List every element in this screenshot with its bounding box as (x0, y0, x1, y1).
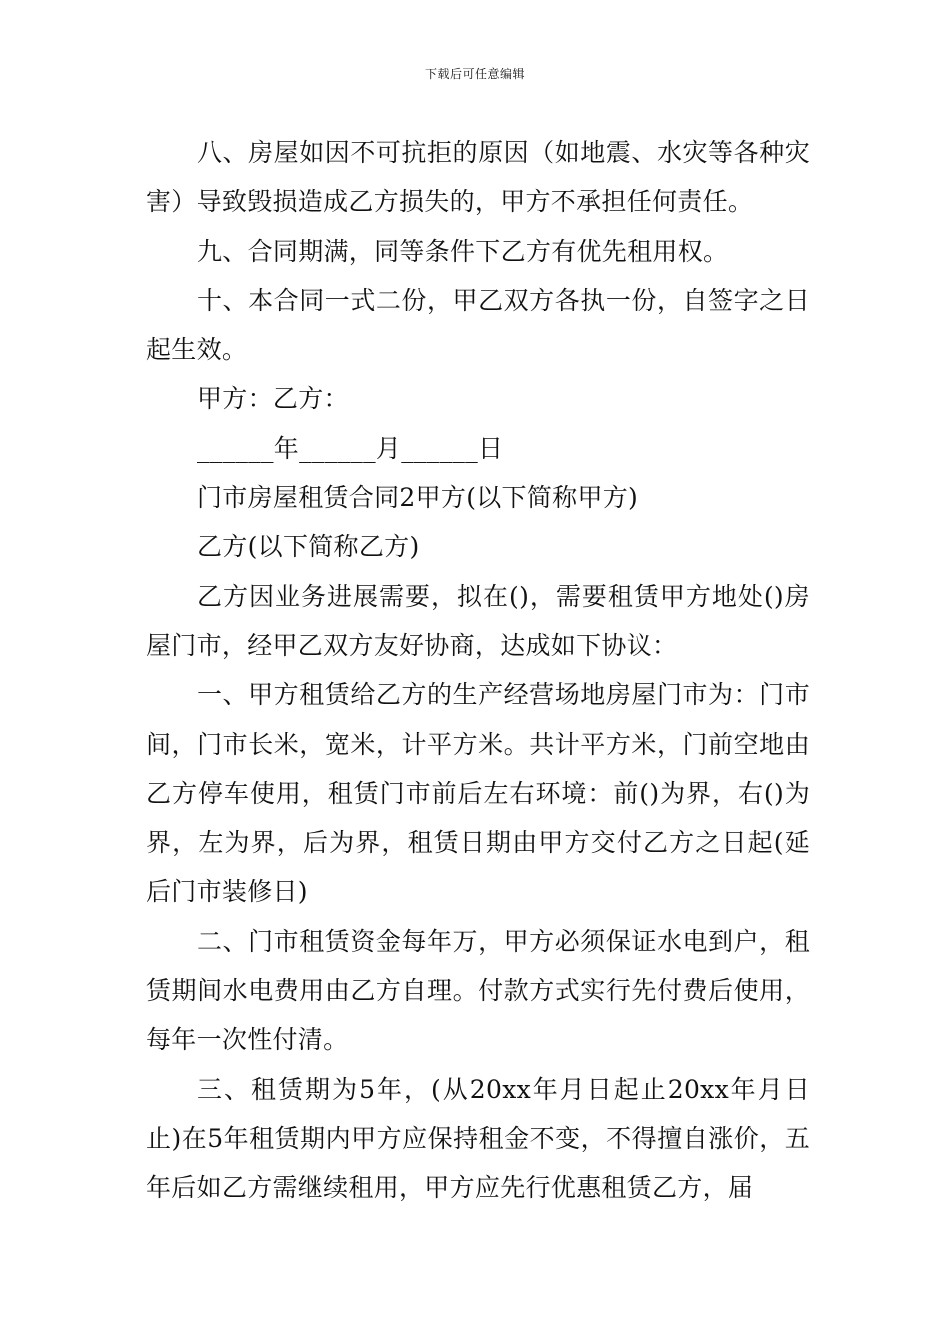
clause-3-paragraph: 三、租赁期为5年，(从20xx年月日起止20xx年月日止)在5年租赁期内甲方应保持租金不变，不得擅自涨价，五年后如乙方需继续租用，甲方应先行优惠租赁乙方，届 (146, 1074, 810, 1203)
preamble-paragraph: 乙方因业务进展需要，拟在()，需要租赁甲方地处()房屋门市，经甲乙双方友好协商，达成如下协议： (146, 581, 810, 660)
clause-2-paragraph: 二、门市租赁资金每年万，甲方必须保证水电到户，租赁期间水电费用由乙方自理。付款方式实行先付费后使用，每年一次性付清。 (146, 926, 810, 1055)
clause-10-paragraph: 十、本合同一式二份，甲乙双方各执一份，自签字之日起生效。 (146, 285, 810, 365)
document-body (146, 128, 810, 1213)
contract-2-title-party-a: 门市房屋租赁合同2甲方(以下简称甲方) (197, 483, 639, 513)
clause-8-paragraph: 八、房屋如因不可抗拒的原因（如地震、水灾等各种灾害）导致毁损造成乙方损失的，甲方不承担任何责任。 (146, 138, 810, 217)
clause-9-paragraph: 九、合同期满，同等条件下乙方有优先租用权。 (197, 236, 729, 266)
page-header: 下载后可任意编辑 (424, 67, 525, 81)
clause-1-paragraph: 一、甲方租赁给乙方的生产经营场地房屋门市为：门市间，门市长米，宽米，计平方米。共计平方米，门前空地由乙方停车使用，租赁门市前后左右环境：前()为界，右()为界，左为界，后为界，租赁日期由甲方交付乙方之日起(延后门市装修日) (146, 680, 810, 907)
signature-parties-line: 甲方：乙方： (197, 384, 349, 414)
date-line: ______年______月______日 (197, 433, 504, 463)
party-b-line: 乙方(以下简称乙方) (197, 532, 420, 562)
